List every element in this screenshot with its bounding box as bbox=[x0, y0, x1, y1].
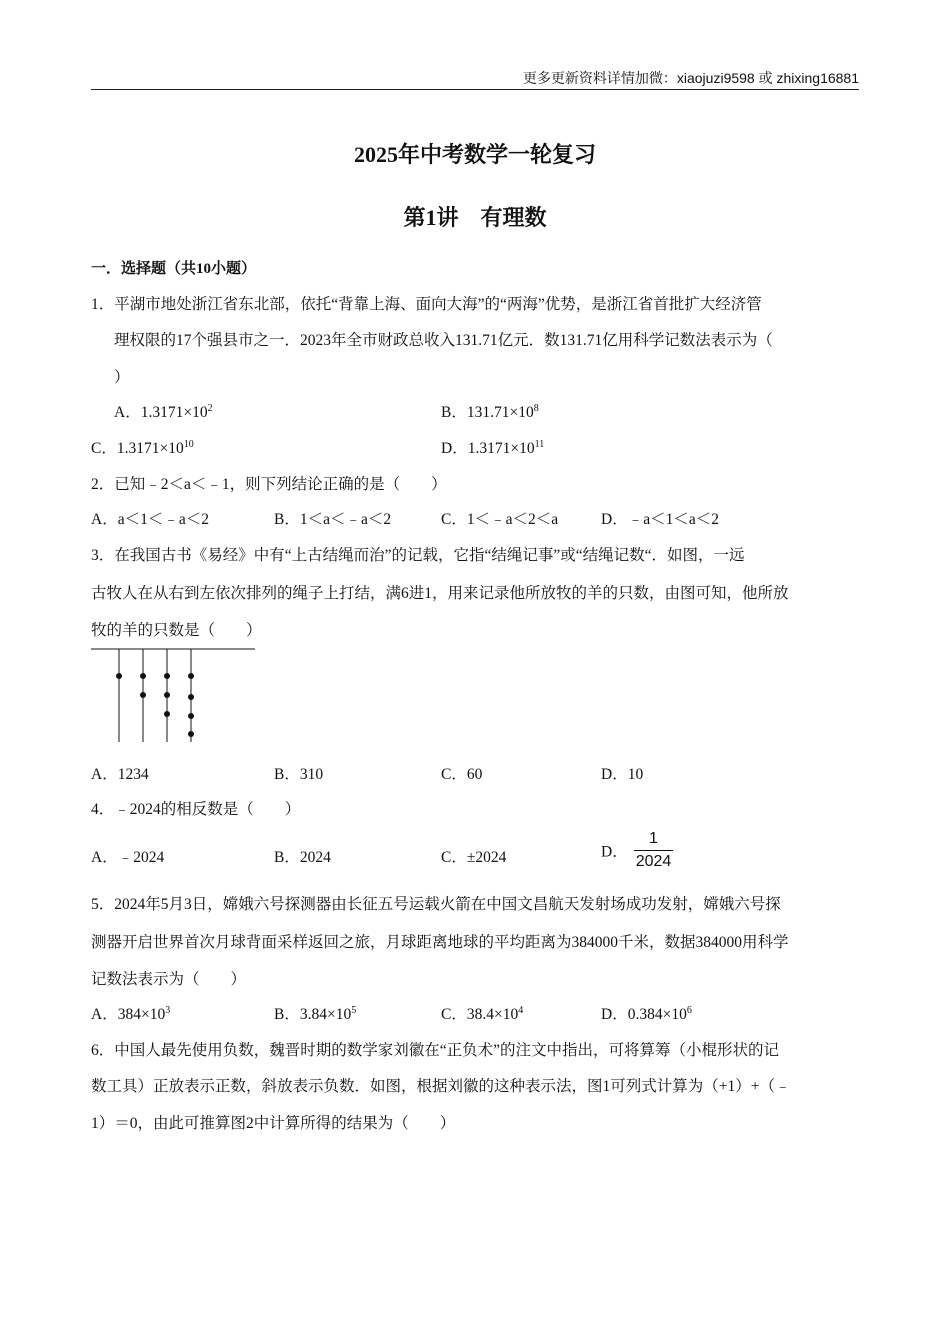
question-1-line-1: 1．平湖市地处浙江省东北部，依托“背靠上海、面向大海”的“两海”优势，是浙江省首批扩大经济管 bbox=[91, 296, 762, 313]
q1-option-a[interactable]: A．$1.3171\times 10^2$ bbox=[114, 403, 213, 421]
q1-option-d[interactable]: D．$1.3171\times 10^{11}$ bbox=[441, 439, 545, 457]
q4-option-c[interactable]: C．±2024 bbox=[441, 849, 507, 866]
q3-option-c[interactable]: C．60 bbox=[441, 766, 483, 783]
question-6-line-2: 数工具）正放表示正数，斜放表示负数．如图，根据刘徽的这种表示法，图1可列式计算为（+1）+（﹣ bbox=[91, 1078, 791, 1095]
question-3-line-2: 古牧人在从右到左依次排列的绳子上打结，满6进1，用来记录他所放牧的羊的只数，由图可知，他所放 bbox=[91, 585, 789, 602]
header-divider bbox=[91, 89, 859, 90]
q1-option-c[interactable]: C．$1.3171\times 10^{10}$ bbox=[91, 439, 194, 457]
section-heading: 一．选择题（共10小题） bbox=[91, 261, 257, 277]
question-6-line-3: 1）＝0，由此可推算图2中计算所得的结果为（ ） bbox=[91, 1115, 456, 1132]
document-title: 2025年中考数学一轮复习 bbox=[353, 142, 596, 167]
q2-option-b[interactable]: B．1＜a＜﹣a＜2 bbox=[274, 511, 392, 528]
question-5-line-3: 记数法表示为（ ） bbox=[91, 971, 247, 988]
q4-option-a[interactable]: A．﹣2024 bbox=[91, 849, 165, 866]
q1-option-b[interactable]: B．$131.71\times 10^8$ bbox=[441, 403, 539, 421]
q2-option-a[interactable]: A．a＜1＜﹣a＜2 bbox=[91, 511, 209, 528]
rope-knot bbox=[116, 673, 122, 679]
rope-knot bbox=[140, 692, 146, 698]
rope-knot bbox=[188, 731, 194, 737]
q5-option-b[interactable]: B．$3.84\times 10^5$ bbox=[274, 1005, 357, 1023]
question-3-line-1: 3．在我国古书《易经》中有“上古结绳而治”的记载，它指“结绳记事”或“结绳记数“．如图，一远 bbox=[91, 547, 745, 564]
knotted-rope-figure bbox=[91, 645, 261, 745]
q5-option-c[interactable]: C．$38.4\times 10^4$ bbox=[441, 1005, 524, 1023]
question-5-line-2: 测器开启世界首次月球背面采样返回之旅，月球距离地球的平均距离为384000千米，数据384000用科学 bbox=[91, 934, 789, 951]
rope-knot bbox=[140, 673, 146, 679]
q4-option-b[interactable]: B．2024 bbox=[274, 849, 331, 866]
question-1-line-3: ） bbox=[114, 369, 130, 386]
q3-option-d[interactable]: D．10 bbox=[601, 766, 644, 783]
q3-option-a[interactable]: A．1234 bbox=[91, 766, 149, 783]
header-contact: 更多更新资料详情加微：xiaojuzi9598 或 zhixing16881 bbox=[522, 70, 859, 86]
rope-knot bbox=[188, 673, 194, 679]
rope-knot bbox=[188, 713, 194, 719]
question-1-line-2: 理权限的17个强县市之一．2023年全市财政总收入131.71亿元．数131.71亿用科学记数法表示为（ bbox=[114, 332, 773, 349]
question-5-line-1: 5．2024年5月3日，嫦娥六号探测器由长征五号运载火箭在中国文昌航天发射场成功发射，嫦娥六号探 bbox=[91, 896, 781, 913]
q4-option-d[interactable]: D． $\frac{1}{2024}$ bbox=[601, 828, 673, 873]
q3-option-b[interactable]: B．310 bbox=[274, 766, 324, 783]
question-2-line-1: 2．已知﹣2＜a＜﹣1，则下列结论正确的是（ ） bbox=[91, 476, 447, 493]
q2-option-c[interactable]: C．1＜﹣a＜2＜a bbox=[441, 511, 559, 528]
rope-knot bbox=[164, 692, 170, 698]
question-3-line-3: 牧的羊的只数是（ ） bbox=[91, 622, 262, 639]
q2-option-d[interactable]: D．﹣a＜1＜a＜2 bbox=[601, 511, 719, 528]
question-6-line-1: 6．中国人最先使用负数，魏晋时期的数学家刘徽在“正负术”的注文中指出，可将算筹（小棍形状的记 bbox=[91, 1042, 780, 1059]
q5-option-a[interactable]: A．$384\times 10^3$ bbox=[91, 1005, 171, 1023]
rope-knot bbox=[164, 673, 170, 679]
fraction: $\frac{1}{2024}$ bbox=[635, 830, 672, 870]
question-4-line-1: 4．﹣2024的相反数是（ ） bbox=[91, 801, 301, 818]
rope-knot bbox=[188, 694, 194, 700]
q5-option-d[interactable]: D．$0.384\times 10^6$ bbox=[601, 1005, 692, 1023]
rope-knot bbox=[164, 711, 170, 717]
lesson-title: 第1讲 有理数 bbox=[403, 205, 547, 230]
